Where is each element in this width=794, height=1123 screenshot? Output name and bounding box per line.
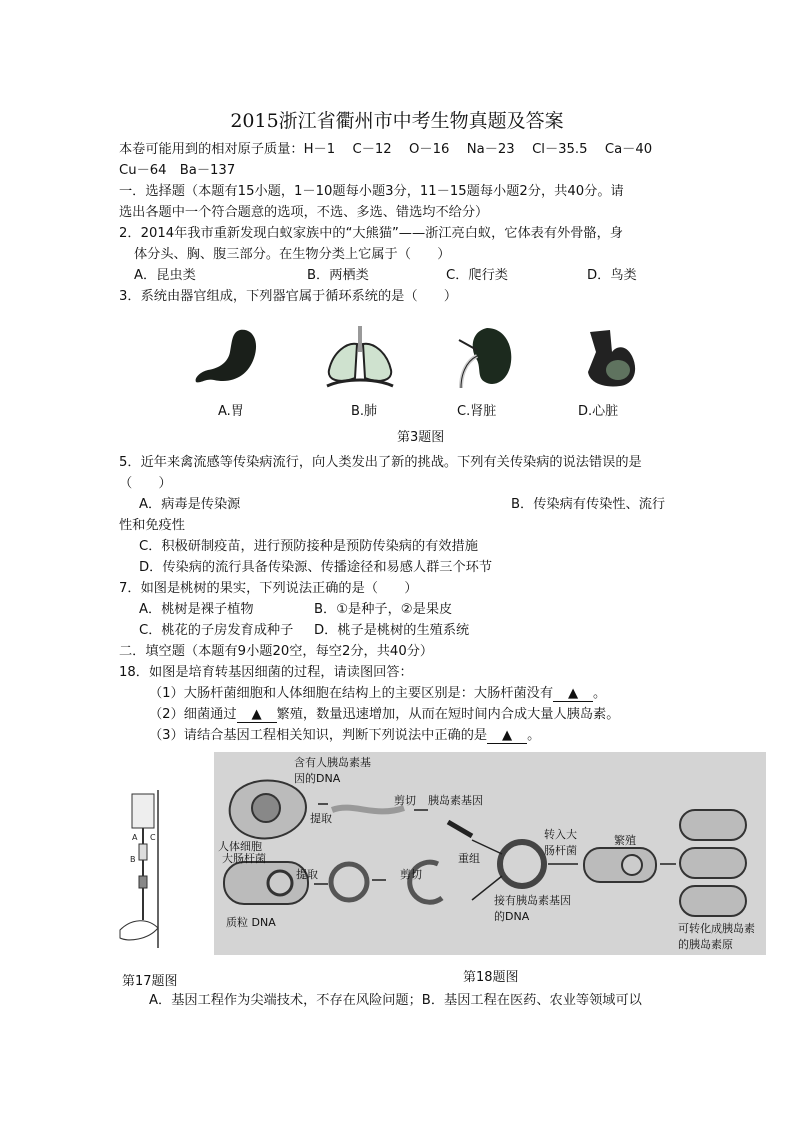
q3-figure-label-d: D.心脏 [578,404,619,419]
answer-blank-3[interactable]: ▲ [487,728,527,744]
q5-option-b-part1: B．传染病有传染性、流行 [511,497,666,512]
q18-sub2-text-post: 繁殖，数量迅速增加，从而在短时间内合成大量人胰岛素。 [276,707,620,722]
page-title: 2015浙江省衢州市中考生物真题及答案 [230,110,564,132]
q7-option-c: C．桃花的子房发育成种子 [139,623,294,638]
kidney-image [447,322,517,392]
section1-heading-line2: 选出各题中一个符合题意的选项，不选、多选、错选均不给分） [119,205,489,220]
label-insulin-gene: 胰岛素基因 [428,794,483,807]
q2-stem-line2: 体分头、胸、腹三部分。在生物分类上它属于（ ） [134,247,451,262]
label-ecoli: 大肠杆菌 [222,852,266,865]
q18-sub3-text: （3）请结合基因工程相关知识，判断下列说法中正确的是 [149,728,488,743]
label-extract-2: 提取 [296,868,318,881]
svg-text:C: C [150,833,156,842]
iv-drip-figure [118,790,198,950]
q5-stem-line2: （ ） [119,476,172,491]
q3-stem: 3．系统由器官组成，下列器官属于循环系统的是（ ） [119,289,458,304]
q5-option-a: A．病毒是传染源 [139,497,241,512]
label-plasmid: 质粒 DNA [226,916,276,929]
q5-option-c: C．积极研制疫苗，进行预防接种是预防传染病的有效措施 [139,539,478,554]
q18-sub3 [149,725,540,746]
q18-sub1-end: 。 [593,686,607,701]
q3-figure-label-b: B.肺 [351,404,378,419]
q18-sub1 [149,683,606,704]
label-recombine: 重组 [458,852,480,865]
heart-image [576,322,646,392]
q5-stem-line1: 5．近年来禽流感等传染病流行，向人类发出了新的挑战。下列有关传染病的说法错误的是 [119,455,642,470]
label-extract-1: 提取 [310,812,332,825]
q2-option-c: C．爬行类 [446,268,508,283]
fig18-caption: 第18题图 [463,970,519,985]
q2-option-d: D．鸟类 [587,268,637,283]
q2-option-a: A．昆虫类 [134,268,196,283]
label-cut-2: 剪切 [400,868,422,881]
svg-text:A: A [132,833,138,842]
stomach-image [192,322,262,392]
svg-text:B: B [130,855,136,864]
q7-option-b: B．①是种子，②是果皮 [314,602,453,617]
label-transfer: 转入大肠杆菌 [544,828,577,857]
q2-stem-line1: 2．2014年我市重新发现白蚁家族中的“大熊猫”——浙江亮白蚁，它体表有外骨骼，身 [119,226,623,241]
q3-figure-label-c: C.肾脏 [457,404,497,419]
label-result: 可转化成胰岛素的胰岛素原 [678,922,755,951]
atomic-mass-line-2: Cu－64 Ba－137 [119,163,236,178]
q18-sub1-text: （1）大肠杆菌细胞和人体细胞在结构上的主要区别是：大肠杆菌没有 [149,686,554,701]
label-reproduce: 繁殖 [614,834,636,847]
fig17-caption: 第17题图 [122,974,178,989]
q18-stem: 18．如图是培育转基因细菌的过程，请读图回答： [119,665,413,680]
q3-figure-caption: 第3题图 [397,430,445,445]
label-dna-with-gene: 含有人胰岛素基因的DNA [294,756,371,785]
transgenic-bacteria-diagram [214,752,766,955]
q5-option-b-part2: 性和免疫性 [119,518,185,533]
label-cut-1: 剪切 [394,794,416,807]
section1-heading-line1: 一．选择题（本题有15小题，1－10题每小题3分，11－15题每小题2分，共40分。请 [119,184,624,199]
q18-sub2 [149,704,619,725]
q18-options-line: A．基因工程作为尖端技术，不存在风险问题；B．基因工程在医药、农业等领域可以 [149,993,642,1008]
label-human-cell: 人体细胞 [218,840,262,853]
q7-option-a: A．桃树是裸子植物 [139,602,254,617]
answer-blank-2[interactable]: ▲ [237,707,277,723]
answer-blank-1[interactable]: ▲ [553,686,593,702]
q18-sub3-end: 。 [527,728,541,743]
q7-option-d: D．桃子是桃树的生殖系统 [314,623,470,638]
q5-option-d: D．传染病的流行具备传染源、传播途径和易感人群三个环节 [139,560,493,575]
q2-option-b: B．两栖类 [307,268,369,283]
section2-heading: 二．填空题（本题有9小题20空，每空2分，共40分） [119,644,434,659]
q18-sub2-text-pre: （2）细菌通过 [149,707,237,722]
q3-figure-label-a: A.胃 [218,404,244,419]
q7-stem: 7．如图是桃树的果实，下列说法正确的是（ ） [119,581,418,596]
label-recombinant-dna: 接有胰岛素基因的DNA [494,894,571,923]
lungs-image [325,322,395,392]
atomic-mass-line-1: 本卷可能用到的相对原子质量：H－1 C－12 O－16 Na－23 Cl－35.5 Ca－40 [119,142,653,157]
